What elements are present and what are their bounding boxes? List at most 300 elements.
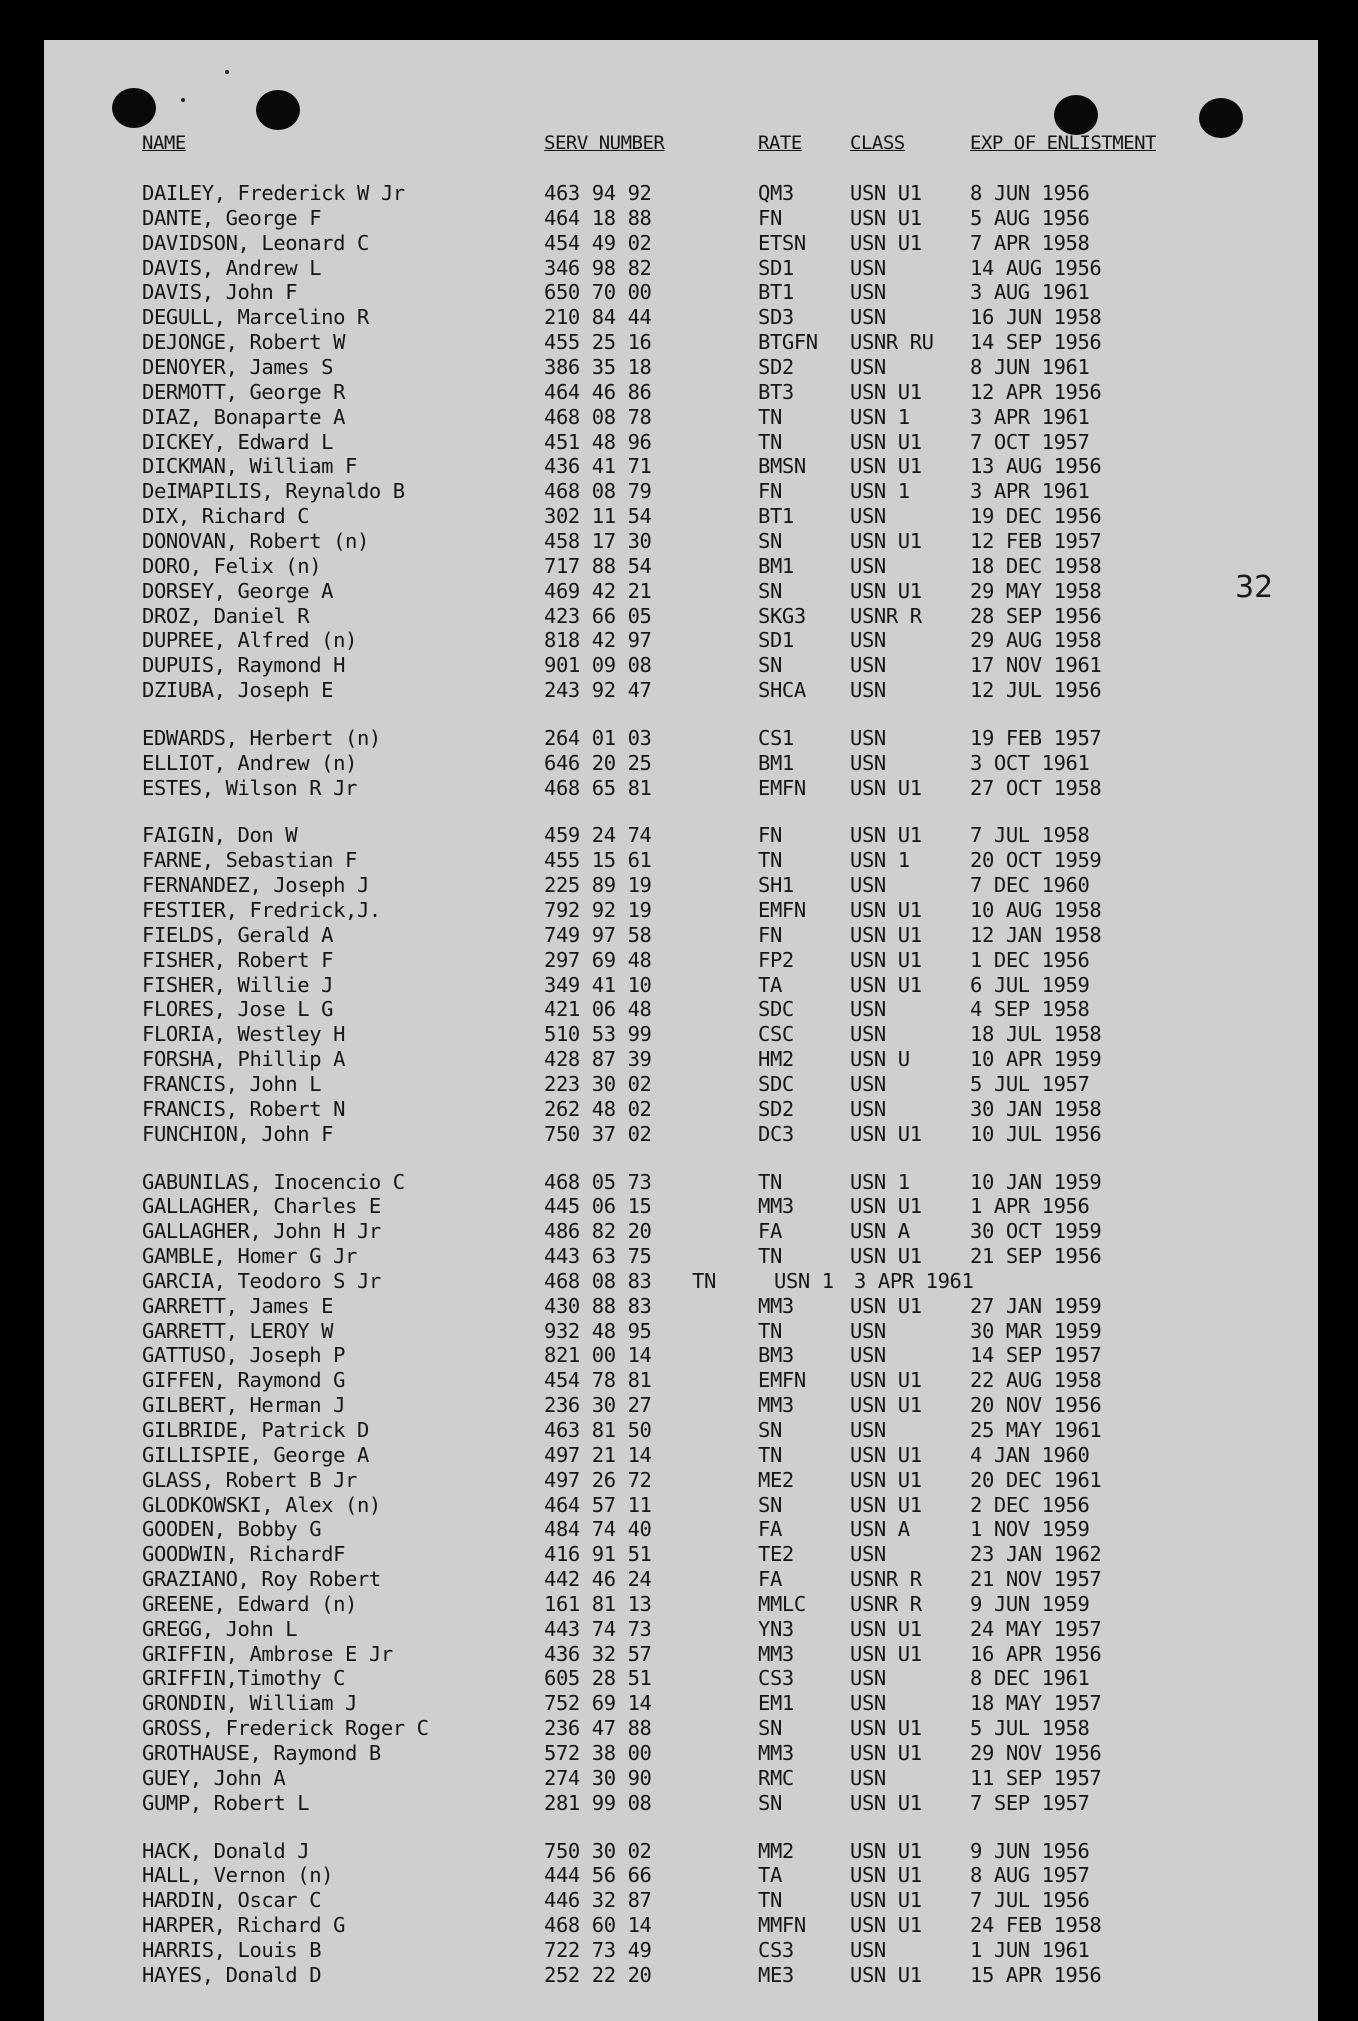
class: USN	[850, 750, 886, 775]
exp-of-enlistment: 15 APR 1956	[970, 1962, 1102, 1987]
rate: MM3	[758, 1194, 794, 1219]
exp-of-enlistment: 7 OCT 1957	[970, 429, 1090, 454]
rate: FN	[758, 479, 782, 504]
header-class: CLASS	[850, 132, 905, 154]
exp-of-enlistment: 9 JUN 1956	[970, 1838, 1090, 1863]
rate: DC3	[758, 1121, 794, 1146]
class: USN	[850, 725, 886, 750]
exp-of-enlistment: 20 NOV 1956	[970, 1393, 1102, 1418]
rate: SN	[758, 1492, 782, 1517]
roster-row	[44, 280, 1318, 305]
header-name: NAME	[142, 132, 186, 154]
exp-of-enlistment: 12 APR 1956	[970, 379, 1102, 404]
exp-of-enlistment: 29 AUG 1958	[970, 628, 1102, 653]
exp-of-enlistment: 2 DEC 1956	[970, 1492, 1090, 1517]
sailor-name: GILBRIDE, Patrick D	[142, 1417, 369, 1442]
service-number: 386 35 18	[544, 354, 652, 379]
rate: BMSN	[758, 454, 806, 479]
exp-of-enlistment: 3 AUG 1961	[970, 280, 1090, 305]
class: USN U1	[850, 1716, 922, 1741]
class: USN U1	[850, 1962, 922, 1987]
rate: BM3	[758, 1343, 794, 1368]
sailor-name: DICKEY, Edward L	[142, 429, 334, 454]
rate: MM2	[758, 1838, 794, 1863]
exp-of-enlistment: 10 APR 1959	[970, 1047, 1102, 1072]
service-number: 236 30 27	[544, 1393, 652, 1418]
sailor-name: DROZ, Daniel R	[142, 603, 310, 628]
service-number: 451 48 96	[544, 429, 652, 454]
rate: BT1	[758, 504, 794, 529]
roster-row	[44, 554, 1318, 579]
class: USN U1	[850, 1888, 922, 1913]
sailor-name: GARRETT, LEROY W	[142, 1318, 334, 1343]
rate: BM1	[758, 553, 794, 578]
roster-row	[44, 479, 1318, 504]
exp-of-enlistment: 24 FEB 1958	[970, 1913, 1102, 1938]
service-number: 459 24 74	[544, 823, 652, 848]
class: USN	[850, 305, 886, 330]
service-number: 468 08 78	[544, 404, 652, 429]
sailor-name: DUPREE, Alfred (n)	[142, 628, 357, 653]
service-number: 650 70 00	[544, 280, 652, 305]
class: USN U1	[850, 1368, 922, 1393]
class: USN U1	[850, 1616, 922, 1641]
class: USN	[850, 873, 886, 898]
rate: CSC	[758, 1022, 794, 1047]
class: USN	[850, 653, 886, 678]
exp-of-enlistment: 8 JUN 1961	[970, 354, 1090, 379]
roster-row	[44, 1319, 1318, 1344]
rate: TN	[758, 848, 782, 873]
class: USN	[850, 628, 886, 653]
sailor-name: HALL, Vernon (n)	[142, 1863, 334, 1888]
exp-of-enlistment: 1 APR 1956	[970, 1194, 1090, 1219]
class: USN U1	[850, 898, 922, 922]
exp-of-enlistment: 11 SEP 1957	[970, 1765, 1102, 1790]
rate: TN	[758, 1318, 782, 1343]
service-number: 464 46 86	[544, 379, 652, 404]
sailor-name: GRIFFIN, Ambrose E Jr	[142, 1641, 393, 1666]
rate: SD2	[758, 354, 794, 379]
sailor-name: GREENE, Edward (n)	[142, 1591, 357, 1616]
rate: FN	[758, 922, 782, 947]
rate: ETSN	[758, 230, 806, 255]
roster-row	[44, 1766, 1318, 1791]
class: USN U1	[850, 1492, 922, 1517]
service-number: 463 94 92	[544, 181, 652, 205]
exp-of-enlistment: 27 JAN 1959	[970, 1293, 1102, 1318]
rate: MM3	[758, 1641, 794, 1666]
sailor-name: DONOVAN, Robert (n)	[142, 528, 369, 553]
roster-row	[44, 454, 1318, 479]
exp-of-enlistment: 23 JAN 1962	[970, 1542, 1102, 1567]
roster-row	[44, 1592, 1318, 1617]
sailor-name: GARRETT, James E	[142, 1293, 334, 1318]
roster-row	[44, 1741, 1318, 1766]
service-number: 416 91 51	[544, 1542, 652, 1567]
sailor-name: FERNANDEZ, Joseph J	[142, 873, 369, 898]
roster-row	[44, 1617, 1318, 1642]
class: USN U1	[850, 578, 922, 603]
rate: FN	[758, 205, 782, 230]
service-number: 430 88 83	[544, 1293, 652, 1318]
exp-of-enlistment: 24 MAY 1957	[970, 1616, 1102, 1641]
class: USN U1	[850, 1913, 922, 1938]
class: USN 1	[850, 848, 910, 873]
sailor-name: GOODWIN, RichardF	[142, 1542, 346, 1567]
sailor-name: GATTUSO, Joseph P	[142, 1343, 346, 1368]
class: USN U1	[850, 1442, 922, 1467]
exp-of-enlistment: 7 DEC 1960	[970, 873, 1090, 898]
class: USN 1	[850, 404, 910, 429]
exp-of-enlistment: 9 JUN 1959	[970, 1591, 1090, 1616]
class: USN	[850, 1096, 886, 1121]
service-number: 717 88 54	[544, 553, 652, 578]
sailor-name: GLODKOWSKI, Alex (n)	[142, 1492, 381, 1517]
exp-of-enlistment: 13 AUG 1956	[970, 454, 1102, 479]
service-number: 752 69 14	[544, 1691, 652, 1716]
class: USN	[850, 1937, 886, 1962]
header-serv-number: SERV NUMBER	[544, 132, 665, 154]
sailor-name: GALLAGHER, Charles E	[142, 1194, 381, 1219]
header-exp-of-enlistment: EXP OF ENLISTMENT	[970, 132, 1156, 154]
class: USN	[850, 1691, 886, 1716]
sailor-name: DORO, Felix (n)	[142, 553, 322, 578]
service-number: 932 48 95	[544, 1318, 652, 1343]
sailor-name: GUMP, Robert L	[142, 1790, 310, 1815]
rate: EMFN	[758, 775, 806, 800]
class: USN U1	[850, 379, 922, 404]
service-number: 750 30 02	[544, 1838, 652, 1863]
roster-row	[44, 330, 1318, 355]
class: USN U1	[850, 429, 922, 454]
roster-row	[44, 1913, 1318, 1938]
service-number: 236 47 88	[544, 1716, 652, 1741]
service-number: 749 97 58	[544, 922, 652, 947]
rate: SN	[758, 653, 782, 678]
rate: SD2	[758, 1096, 794, 1121]
class: USN 1	[850, 479, 910, 504]
sailor-name: GARCIA, Teodoro S Jr	[142, 1268, 381, 1293]
roster-row	[44, 997, 1318, 1022]
roster-row	[44, 1443, 1318, 1468]
class: USN U1	[850, 1293, 922, 1318]
class: USN	[850, 1318, 886, 1343]
rate: SDC	[758, 1071, 794, 1096]
service-number: 446 32 87	[544, 1888, 652, 1913]
sailor-name: FIELDS, Gerald A	[142, 922, 334, 947]
roster-row	[44, 678, 1318, 703]
service-number: 297 69 48	[544, 947, 652, 972]
rate: SN	[758, 1716, 782, 1741]
rate: TN	[758, 1244, 782, 1268]
roster-row	[44, 848, 1318, 873]
class: USN	[850, 1343, 886, 1368]
service-number: 243 92 47	[544, 678, 652, 702]
sailor-name: DAVIS, John F	[142, 280, 298, 305]
sailor-name: GRIFFIN,Timothy C	[142, 1666, 346, 1691]
exp-of-enlistment: 29 MAY 1958	[970, 578, 1102, 603]
exp-of-enlistment: 18 JUL 1958	[970, 1022, 1102, 1047]
rate: FA	[758, 1219, 782, 1244]
service-number: 484 74 40	[544, 1517, 652, 1542]
exp-of-enlistment: 3 APR 1961	[970, 479, 1090, 504]
exp-of-enlistment: 20 DEC 1961	[970, 1467, 1102, 1492]
sailor-name: EDWARDS, Herbert (n)	[142, 725, 381, 750]
rate: TN	[758, 1888, 782, 1913]
service-number: 901 09 08	[544, 653, 652, 678]
sailor-name: FORSHA, Phillip A	[142, 1047, 346, 1072]
service-number: 454 49 02	[544, 230, 652, 255]
exp-of-enlistment: 3 APR 1961	[854, 1268, 974, 1293]
sailor-name: DEGULL, Marcelino R	[142, 305, 369, 330]
exp-of-enlistment: 4 JAN 1960	[970, 1442, 1090, 1467]
rate: SN	[758, 1417, 782, 1442]
sailor-name: GROTHAUSE, Raymond B	[142, 1741, 381, 1765]
sailor-name: DICKMAN, William F	[142, 454, 357, 479]
sailor-name: GREGG, John L	[142, 1616, 298, 1641]
rate: ME2	[758, 1467, 794, 1492]
rate: SD1	[758, 255, 794, 280]
exp-of-enlistment: 4 SEP 1958	[970, 997, 1090, 1022]
rate: BT3	[758, 379, 794, 404]
exp-of-enlistment: 14 AUG 1956	[970, 255, 1102, 280]
class: USN U1	[850, 181, 922, 205]
service-number: 302 11 54	[544, 504, 652, 529]
service-number: 750 37 02	[544, 1121, 652, 1146]
class: USNR R	[850, 603, 922, 628]
class: USN U1	[850, 775, 922, 800]
exp-of-enlistment: 12 FEB 1957	[970, 528, 1102, 553]
class: USN	[850, 504, 886, 529]
rate: SH1	[758, 873, 794, 898]
punch-hole	[256, 90, 300, 130]
service-number: 572 38 00	[544, 1741, 652, 1765]
class: USN U1	[850, 1838, 922, 1863]
service-number: 722 73 49	[544, 1937, 652, 1962]
sailor-name: GRAZIANO, Roy Robert	[142, 1567, 381, 1591]
rate: ME3	[758, 1962, 794, 1987]
sailor-name: DERMOTT, George R	[142, 379, 346, 404]
rate: SHCA	[758, 678, 806, 702]
sailor-name: HACK, Donald J	[142, 1838, 310, 1863]
service-number: 274 30 90	[544, 1765, 652, 1790]
exp-of-enlistment: 14 SEP 1956	[970, 330, 1102, 355]
roster-row	[44, 628, 1318, 653]
sailor-name: ELLIOT, Andrew (n)	[142, 750, 357, 775]
class: USN U1	[850, 1863, 922, 1888]
sailor-name: FLORIA, Westley H	[142, 1022, 346, 1047]
document-page	[44, 40, 1318, 2021]
service-number: 510 53 99	[544, 1022, 652, 1047]
exp-of-enlistment: 3 APR 1961	[970, 404, 1090, 429]
class: USN U1	[850, 1467, 922, 1492]
roster-row	[44, 1122, 1318, 1147]
service-number: 468 60 14	[544, 1913, 652, 1938]
class: USN U1	[850, 528, 922, 553]
sailor-name: FRANCIS, John L	[142, 1071, 322, 1096]
roster-row	[44, 1244, 1318, 1269]
exp-of-enlistment: 12 JAN 1958	[970, 922, 1102, 947]
rate: MM3	[758, 1393, 794, 1418]
roster-row	[44, 726, 1318, 751]
rate: BM1	[758, 750, 794, 775]
rate: FA	[758, 1567, 782, 1591]
roster-row	[44, 823, 1318, 848]
roster-row	[44, 1294, 1318, 1319]
service-number: 455 15 61	[544, 848, 652, 873]
exp-of-enlistment: 27 OCT 1958	[970, 775, 1102, 800]
exp-of-enlistment: 3 OCT 1961	[970, 750, 1090, 775]
sailor-name: DZIUBA, Joseph E	[142, 678, 334, 702]
class: USN	[850, 1666, 886, 1691]
sailor-name: GAMBLE, Homer G Jr	[142, 1244, 357, 1268]
sailor-name: DORSEY, George A	[142, 578, 334, 603]
service-number: 252 22 20	[544, 1962, 652, 1987]
roster-row	[44, 1072, 1318, 1097]
rate: SD3	[758, 305, 794, 330]
service-number: 443 63 75	[544, 1244, 652, 1268]
exp-of-enlistment: 14 SEP 1957	[970, 1343, 1102, 1368]
roster-row	[44, 256, 1318, 281]
roster-row	[44, 1418, 1318, 1443]
exp-of-enlistment: 1 JUN 1961	[970, 1937, 1090, 1962]
exp-of-enlistment: 19 FEB 1957	[970, 725, 1102, 750]
class: USN	[850, 678, 886, 702]
rate: TN	[758, 404, 782, 429]
service-number: 443 74 73	[544, 1616, 652, 1641]
service-number: 428 87 39	[544, 1047, 652, 1072]
exp-of-enlistment: 20 OCT 1959	[970, 848, 1102, 873]
exp-of-enlistment: 16 JUN 1958	[970, 305, 1102, 330]
class: USNR R	[850, 1567, 922, 1591]
class: USN U1	[850, 1194, 922, 1219]
punch-hole	[112, 88, 156, 128]
roster-row	[44, 604, 1318, 629]
class: USN	[850, 354, 886, 379]
sailor-name: GROSS, Frederick Roger C	[142, 1716, 429, 1741]
service-number: 646 20 25	[544, 750, 652, 775]
service-number: 161 81 13	[544, 1591, 652, 1616]
class: USN U1	[850, 922, 922, 947]
rate: MM3	[758, 1741, 794, 1765]
rate: EMFN	[758, 1368, 806, 1393]
rate: MMFN	[758, 1913, 806, 1938]
roster-row	[44, 1097, 1318, 1122]
exp-of-enlistment: 5 JUL 1957	[970, 1071, 1090, 1096]
exp-of-enlistment: 7 JUL 1956	[970, 1888, 1090, 1913]
service-number: 264 01 03	[544, 725, 652, 750]
rate: TA	[758, 1863, 782, 1888]
page-number: 32	[1235, 570, 1274, 605]
rate: CS3	[758, 1937, 794, 1962]
rate: EMFN	[758, 898, 806, 922]
sailor-name: GABUNILAS, Inocencio C	[142, 1169, 405, 1194]
sailor-name: GLASS, Robert B Jr	[142, 1467, 357, 1492]
exp-of-enlistment: 18 DEC 1958	[970, 553, 1102, 578]
exp-of-enlistment: 17 NOV 1961	[970, 653, 1102, 678]
rate: SKG3	[758, 603, 806, 628]
exp-of-enlistment: 8 AUG 1957	[970, 1863, 1090, 1888]
service-number: 444 56 66	[544, 1863, 652, 1888]
class: USN U1	[850, 823, 922, 848]
roster-row	[44, 1493, 1318, 1518]
class: USN 1	[774, 1268, 834, 1293]
rate: TA	[758, 972, 782, 997]
sailor-name: GILLISPIE, George A	[142, 1442, 369, 1467]
exp-of-enlistment: 18 MAY 1957	[970, 1691, 1102, 1716]
exp-of-enlistment: 8 JUN 1956	[970, 181, 1090, 205]
sailor-name: GUEY, John A	[142, 1765, 286, 1790]
roster-row	[44, 1219, 1318, 1244]
roster-row	[44, 776, 1318, 801]
service-number: 818 42 97	[544, 628, 652, 653]
ink-speck	[181, 98, 185, 102]
rate: SN	[758, 578, 782, 603]
roster-row	[44, 1888, 1318, 1913]
column-header	[44, 132, 1318, 162]
service-number: 458 17 30	[544, 528, 652, 553]
sailor-name: FAIGIN, Don W	[142, 823, 298, 848]
roster-row	[44, 923, 1318, 948]
sailor-name: GRONDIN, William J	[142, 1691, 357, 1716]
exp-of-enlistment: 6 JUL 1959	[970, 972, 1090, 997]
service-number: 349 41 10	[544, 972, 652, 997]
header-rate: RATE	[758, 132, 802, 154]
roster-row	[44, 1542, 1318, 1567]
class: USN	[850, 280, 886, 305]
exp-of-enlistment: 7 APR 1958	[970, 230, 1090, 255]
roster-row	[44, 1963, 1318, 1988]
roster-row	[44, 973, 1318, 998]
roster-row	[44, 579, 1318, 604]
class: USNR RU	[850, 330, 934, 355]
sailor-name: FRANCIS, Robert N	[142, 1096, 346, 1121]
exp-of-enlistment: 30 JAN 1958	[970, 1096, 1102, 1121]
sailor-name: FLORES, Jose L G	[142, 997, 334, 1022]
exp-of-enlistment: 19 DEC 1956	[970, 504, 1102, 529]
roster-row	[44, 529, 1318, 554]
roster-row	[44, 1863, 1318, 1888]
roster-row	[44, 1468, 1318, 1493]
service-number: 468 08 79	[544, 479, 652, 504]
roster-row	[44, 1666, 1318, 1691]
service-number: 421 06 48	[544, 997, 652, 1022]
rate: BT1	[758, 280, 794, 305]
sailor-name: DAILEY, Frederick W Jr	[142, 181, 405, 205]
service-number: 281 99 08	[544, 1790, 652, 1815]
roster-row	[44, 1269, 1318, 1294]
service-number: 468 65 81	[544, 775, 652, 800]
service-number: 436 41 71	[544, 454, 652, 479]
sailor-name: FESTIER, Fredrick,J.	[142, 898, 381, 922]
class: USN	[850, 553, 886, 578]
service-number: 423 66 05	[544, 603, 652, 628]
rate: FA	[758, 1517, 782, 1542]
roster-row	[44, 405, 1318, 430]
rate: CS1	[758, 725, 794, 750]
roster-row	[44, 1839, 1318, 1864]
service-number: 821 00 14	[544, 1343, 652, 1368]
roster-row	[44, 873, 1318, 898]
class: USN	[850, 997, 886, 1022]
roster-row	[44, 1393, 1318, 1418]
sailor-name: HAYES, Donald D	[142, 1962, 322, 1987]
service-number: 436 32 57	[544, 1641, 652, 1666]
sailor-name: DAVIDSON, Leonard C	[142, 230, 369, 255]
roster-row	[44, 181, 1318, 206]
class: USN A	[850, 1517, 910, 1542]
